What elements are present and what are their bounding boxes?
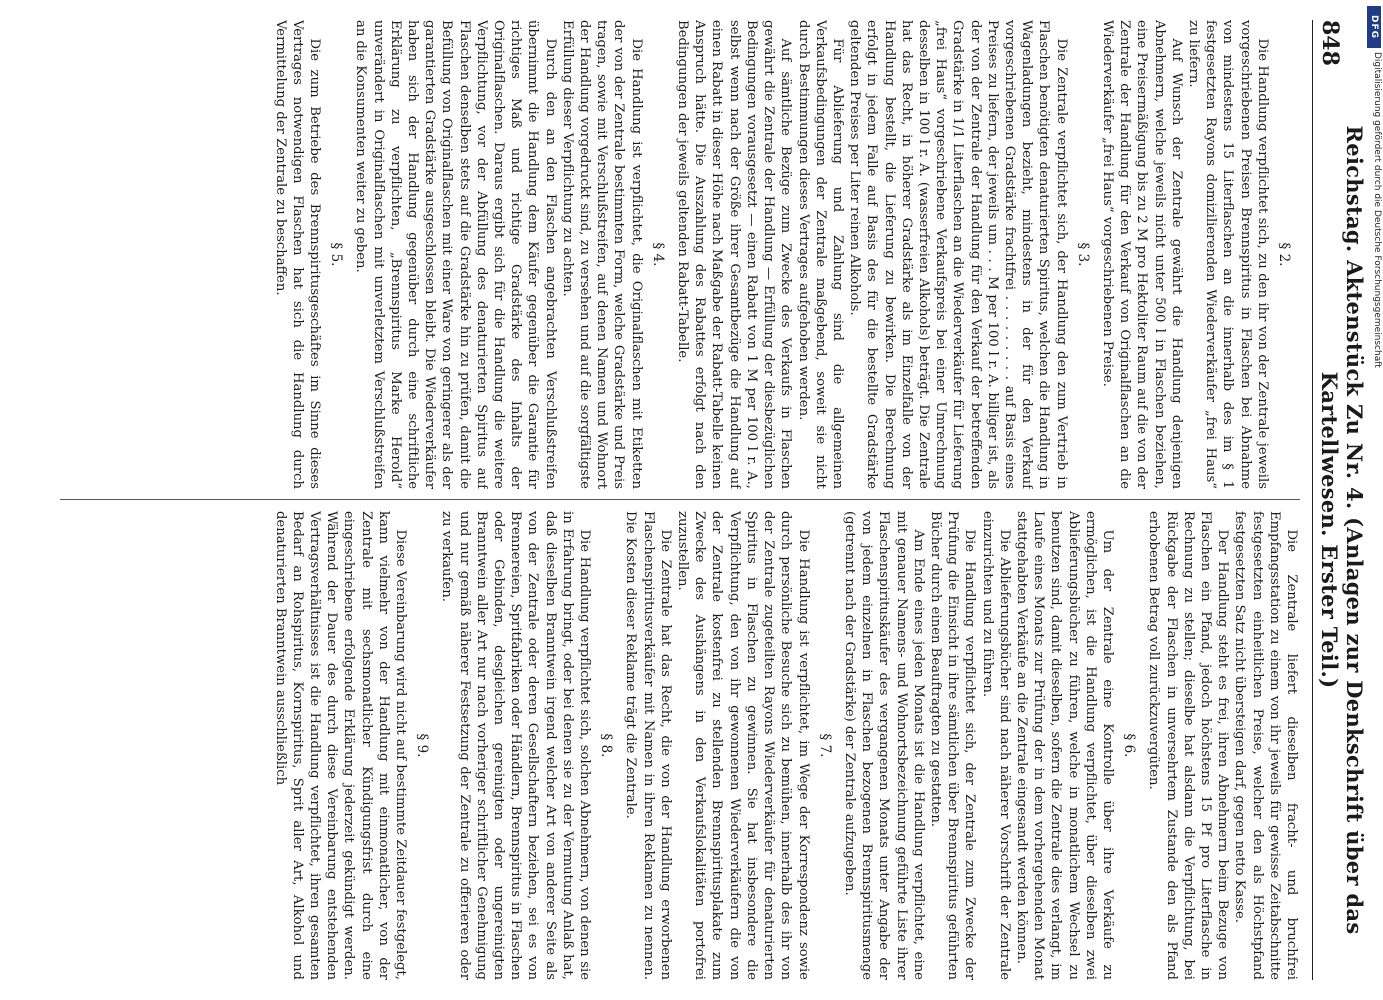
paragraph: Die zum Betriebe des Brennspiritusgeschäftes im Sinne dieses Vertrages notwendigen Flaschen hat sich die Handlung durch Vermittelung der Zentrale zu beschaffen. bbox=[272, 20, 323, 489]
section-heading: § 6. bbox=[1121, 733, 1138, 758]
paragraph: Die Zentrale verpflichtet sich, der Handlung den zum Vertrieb in Flaschen benötigten denaturierten Spiritus, welchen die Handlung in Wagenladungen bezieht, mindestens in der für den Verkauf vorgeschriebenen Gradstärke frachtfrei . . . . . . . . . auf Basis eines Preises zu liefern, der jeweils um . . . M per 100 l r. A. billiger ist, als der von der Zentrale der Handlung für den Verkauf der betreffenden Gradstärke in 1/1 Literflaschen an die Wiederverkäufer für Lieferung „frei Haus“ vorgeschriebene Verkaufspreis bei einer Umrechnung desselben in 100 l r. A. (wasserfreien Alkohols) beträgt. Die Zentrale hat das Recht, in höherer Gradstärke als im Einzelfalle von der Handlung bestellt, die Lieferung zu bewirken. Die Berechnung erfolgt in jedem Falle auf Basis des für die bestellte Gradstärke geltenden Preises per Liter reinen Alkohols. bbox=[847, 20, 1069, 489]
page-number: 848 bbox=[1317, 20, 1343, 66]
paragraph: Am Ende eines jeden Monats ist die Handlung verpflichtet, eine mit genauer Namens- und Wohnortsbezeichnung geführte Liste ihrer Flaschenspirituskäufer des vergangenen Monats unter Angabe der von jedem einzelnen in Flaschen bezogenen Brennspiritusmenge (getrennt nach der Gradstärke) der Zentrale aufzugeben. bbox=[841, 511, 926, 980]
section-heading: § 9. bbox=[414, 733, 431, 758]
paragraph: Auf sämtliche Bezüge zum Zwecke des Verkaufs in Flaschen gewährt die Zentrale der Handlung — Erfüllung der diesbezüglichen Bedingungen vorausgesetzt — einen Rabatt von 1 M per 100 l r. A., selbst wenn nach der Größe ihrer Gesamtbezüge die Handlung auf einen Rabatt in dieser Höhe nach Maßgabe der Rabatt-Tabelle keinen Anspruch hätte. Die Auszahlung des Rabattes erfolgt nach den Bedingungen der jeweils geltenden Rabatt-Tabelle. bbox=[675, 20, 794, 489]
paragraph: Durch den an den Flaschen angebrachten Verschlußstreifen übernimmt die Handlung dem Käufer gegenüber die Garantie für richtiges Maß und richtige Gradstärke des Inhalts der Originalflaschen. Daraus ergibt sich für die Handlung die weitere Verpflichtung, vor der Abfüllung des denaturierten Spiritus auf Flaschen denselben stets auf die Gradstärke hin zu prüfen, damit die Befüllung von Originalflaschen mit einer Ware von geringerer als der garantierten Gradstärke ausgeschlossen bleibt. Die Wiederverkäufer haben sich der Handlung gegenüber durch eine schriftliche Erklärung zu verpflichten, „Brennspiritus Marke Herold“ unverändert in Originalflaschen mit unverletztem Verschlußstreifen an die Konsumenten weiter zu geben. bbox=[353, 20, 558, 489]
section-heading: § 3. bbox=[1074, 242, 1091, 267]
paragraph: Der Handlung steht es frei, ihren Abnehmern beim Bezuge von Flaschen ein Pfand, jedoch höchstens 15 Pf pro Literflasche in Rechnung zu stellen; dieselbe hat alsdann die Verpflichtung, bei Rückgabe der Flaschen in unversehrtem Zustande den als Pfand erhobenen Betrag voll zurückzuvergüten. bbox=[1146, 511, 1231, 980]
paragraph: Für Ablieferung und Zahlung sind die allgemeinen Verkaufsbedingungen der Zentrale maßgebend, soweit sie nicht durch Bestimmungen dieses Vertrages aufgehoben werden. bbox=[795, 20, 845, 489]
section-heading: § 2. bbox=[1276, 242, 1292, 267]
left-column bbox=[50, 20, 1300, 489]
running-head: Reichstag. Aktenstück Zu Nr. 4. (Anlagen zur Denkschrift über das Kartellwesen. Erster Teil.) bbox=[1317, 125, 1367, 935]
paragraph: Um der Zentrale eine Kontrolle über ihre Verkäufe zu ermöglichen, ist die Handlung verpflichtet, über dieselben zwei Ablieferungsbücher zu führen, welche in monatlichem Wechsel zu benutzen sind, damit dieselben, sofern die Zentrale dies verlangt, im Laufe eines Monats zur Prüfung der in dem vorhergehenden Monat stattgehabten Verkäufe an die Zentrale eingesandt werden können. bbox=[1013, 511, 1115, 980]
paragraph: Die Ablieferungsbücher sind nach näherer Vorschrift der Zentrale einzurichten und zu führen. bbox=[979, 511, 1012, 980]
paragraph: Die Zentrale hat das Recht, die von der Handlung erworbenen Flaschenspiritusverkäufer mit Namen in ihren Reklamen zu nennen. Die Kosten dieser Reklame trägt die Zentrale. bbox=[623, 511, 673, 980]
page-header bbox=[1312, 20, 1367, 980]
section-heading: § 8. bbox=[598, 733, 615, 758]
dfg-stamp-text: Digitalisierung gefördert durch die Deutsche Forschungsgemeinschaft bbox=[1372, 52, 1382, 368]
paragraph: Die Handlung ist verpflichtet, die Originalflaschen mit Etiketten der von der Zentrale bestimmten Form, welche Gradstärke und Preis tragen, sowie mit Verschlußstreifen, auf denen Namen und Wohnort der Handlung vorgedruckt sind, zu versehen und auf die sorgfältigste Erfüllung dieser Verpflichtung zu achten. bbox=[559, 20, 644, 489]
section-heading: § 7. bbox=[816, 733, 833, 758]
paragraph: Die Handlung verpflichtet sich, zu den ihr von der Zentrale jeweils vorgeschriebenen Preisen Brennspiritus in Flaschen bei Abnahme von mindestens 15 Literflaschen an die innerhalb des im § 1 festgesetzten Rayons domizilierenden Wiederverkäufer „frei Haus“ zu liefern. bbox=[1185, 20, 1270, 489]
paragraph: Die Handlung verpflichtet sich, solchen Abnehmern, von denen sie in Erfahrung bringt, oder bei denen sie zu der Vermutung Anlaß hat, daß dieselben Branntwein irgend welcher Art von anderer Seite als von der Zentrale oder deren Gesellschaftern beziehen, sei es von Brennereien, Spritfabriken oder Händlern, Brennspiritus in Flaschen oder Gebinden, desgleichen gereinigten oder ungereinigten Branntwein aller Art nur nach vorheriger schriftlicher Genehmigung und nur gemäß näherer Festsetzung der Zentrale zu offerieren oder zu verkaufen. bbox=[439, 511, 593, 980]
paragraph: Die Handlung ist verpflichtet, im Wege der Korrespondenz sowie durch persönliche Besuche sich zu bemühen, innerhalb des ihr von der Zentrale zugeteilten Rayons Wiederverkäufer für denaturierten Spiritus in Flaschen zu gewinnen. Sie hat insbesondere die Verpflichtung, den von ihr gewonnenen Wiederverkäufern die von der Zentrale kostenfrei zu stellenden Brennspiritusplakate zum Zwecke des Aushängens in den Verkaufslokalitäten portofrei zuzustellen. bbox=[675, 511, 811, 980]
document-page bbox=[42, 20, 1367, 980]
paragraph: Auf Wunsch der Zentrale gewährt die Handlung denjenigen Abnehmern, welche jeweils nicht unter 500 l in Flaschen beziehen, eine Preisermäßigung bis zu 2 M pro Hektoliter Raum auf die von der Zentrale der Handlung für den Verkauf von Originalflaschen an die Wiederverkäufer „frei Haus“ vorgeschriebenen Preise. bbox=[1099, 20, 1184, 489]
right-column bbox=[50, 511, 1300, 980]
paragraph: Die Handlung verpflichtet sich, der Zentrale zum Zwecke der Prüfung die Einsicht in ihre sämtlichen über Brennspiritus geführten Bücher durch einen Beauftragten zu gestatten. bbox=[927, 511, 978, 980]
section-heading: § 4. bbox=[649, 242, 666, 267]
text-columns bbox=[50, 20, 1300, 980]
paragraph: Die Zentrale liefert dieselben fracht- und bruchfrei Empfangsstation zu einem von ihr jeweils für gewisse Zeitabschnitte festgesetzten einheitlichen Preise, welcher den als Höchstpfand festgesetzten Satz nicht übersteigen darf, gegen netto Kasse. bbox=[1232, 511, 1299, 980]
dfg-logo: DFG bbox=[1367, 6, 1381, 48]
paragraph: Diese Vereinbarung wird nicht auf bestimmte Zeitdauer festgelegt, kann vielmehr von der Handlung mit einmonatlicher, von der Zentrale mit sechsmonatlicher Kündigungsfrist durch eine eingeschriebene erfolgende Erklärung jederzeit gekündigt werden. Während der Dauer des durch diese Vereinbarung entstehenden Vertragsverhältnisses ist die Handlung verpflichtet, ihren gesamten Bedarf an Rohspiritus, Kornspiritus, Sprit aller Art, Alkohol und denaturierten Branntwein ausschließlich bbox=[272, 511, 409, 980]
section-heading: § 5. bbox=[328, 242, 345, 267]
